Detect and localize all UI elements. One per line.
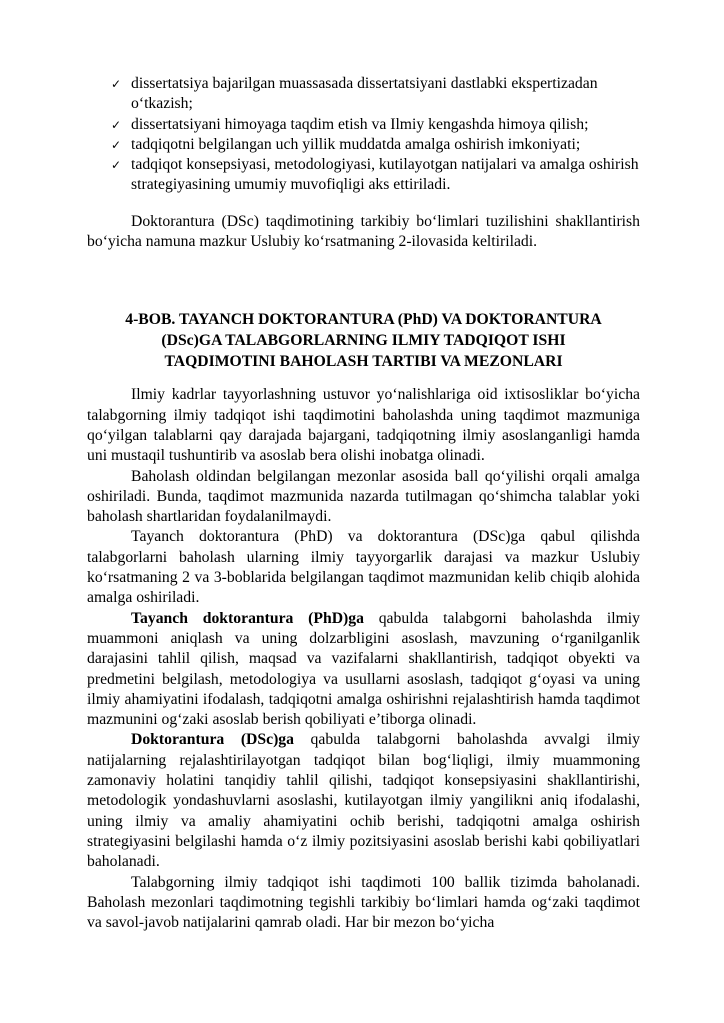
paragraph-text: qabulda talabgorni baholashda avvalgi ilmiy natijalarning rejalashtirilayotgan tadqiqot bilan bog‘liqligi, ilmiy muammoning zamonaviy holatini tanqidiy tahlil qilishi, tadqiqot konsepsiyasini shakllantirishi, metodologik yondashuvlarni asoslashi, kutilayotgan ilmiy yangilikni aniq ifodalashi, uning ilmiy va amaliy ahamiyatini ochib berishi, tadqiqotni amalga oshirish strategiyasini belgilashi hamda o‘z ilmiy pozitsiyasini asoslab berishi kabi qobiliyatlari baholanadi. [87,731,640,871]
checkmark-icon: ✓ [111,137,122,152]
checkmark-icon: ✓ [111,77,122,91]
body-paragraph [87,609,640,731]
body-paragraph: Tayanch doktorantura (PhD) va doktorantura (DSc)ga qabul qilishda talabgorlarni baholash ularning ilmiy tayyorgarlik darajasi va mazkur Uslubiy ko‘rsatmaning 2 va 3-boblarida belgilangan taqdimot mazmunidan kelib chiqib alohida amalga oshiriladi. [87,528,640,607]
paragraph-text: qabulda talabgorni baholashda ilmiy muammoni aniqlash va uning dolzarbligini asoslash, mavzuning o‘rganilganlik darajasini tahlil qilish, maqsad va vazifalarni shakllantirish, tadqiqot obyekti va predmetini belgilash, metodologiya va usullarni asoslash, tadqiqot g‘oyasi va uning ilmiy ahamiyatini ifodalash, tadqiqotni amalga oshirishni rejalashtirish hamda taqdimot mazmunini og‘zaki asoslab berish qobiliyati e’tiborga olinadi. [87,609,640,729]
list-item [87,74,640,115]
body-paragraph: Ilmiy kadrlar tayyorlashning ustuvor yo‘nalishlariga oid ixtisosliklar bo‘yicha talabgorning ilmiy tadqiqot ishi taqdimotini baholashda uning taqdimot mazmuniga qo‘yilgan talablarni qay darajada bajargani, tadqiqotning ilmiy asoslanganligi hamda uni mustaqil tushuntirib va asoslab bera olishi inobatga olinadi. [87,386,640,465]
list-item [87,135,640,155]
list-item [87,115,640,135]
list-item-text: dissertatsiya bajarilgan muassasada dissertatsiyani dastlabki ekspertizadan o‘tkazish; [131,75,598,113]
intro-paragraph: Doktorantura (DSc) taqdimotining tarkibiy bo‘limlari tuzilishini shakllantirish bo‘yicha namuna mazkur Uslubiy ko‘rsatmaning 2-ilovasida keltiriladi. [87,212,640,251]
checkmark-icon: ✓ [111,158,122,173]
list-item-text: tadqiqot konsepsiyasi, metodologiyasi, kutilayotgan natijalari va amalga oshirish strategiyasining umumiy muvofiqligi aks ettiriladi. [131,156,639,194]
list-item-text: dissertatsiyani himoyaga taqdim etish va Ilmiy kengashda himoya qilish; [131,115,589,133]
checklist [87,74,640,196]
body-paragraph: Baholash oldindan belgilangan mezonlar asosida ball qo‘yilishi orqali amalga oshiriladi. Bunda, taqdimot mazmunida nazarda tutilmagan qo‘shimcha talablar yoki baholash shartlaridan foydalanilmaydi. [87,467,640,526]
bold-lead: Doktorantura (DSc)ga [131,731,294,749]
chapter-title-line: (DSc)GA TALABGORLARNING ILMIY TADQIQOT ISHI [161,332,566,350]
body-paragraph: Talabgorning ilmiy tadqiqot ishi taqdimoti 100 ballik tizimda baholanadi. Baholash mezonlari taqdimotning tegishli tarkibiy bo‘limlari hamda og‘zaki taqdimot va savol-javob natijalarini qamrab oladi. Har bir mezon bo‘yicha [87,873,640,932]
chapter-title [87,309,640,372]
page-content [87,74,640,933]
chapter-title-line: TAQDIMOTINI BAHOLASH TARTIBI VA MEZONLARI [164,353,563,371]
bold-lead: Tayanch doktorantura (PhD)ga [131,609,364,627]
list-item [87,155,640,196]
list-item-text: tadqiqotni belgilangan uch yillik muddatda amalga oshirish imkoniyati; [131,135,581,153]
chapter-title-line: 4-BOB. TAYANCH DOKTORANTURA (PhD) VA DOKTORANTURA [125,311,602,329]
checkmark-icon: ✓ [111,117,122,132]
body-paragraph [87,730,640,872]
